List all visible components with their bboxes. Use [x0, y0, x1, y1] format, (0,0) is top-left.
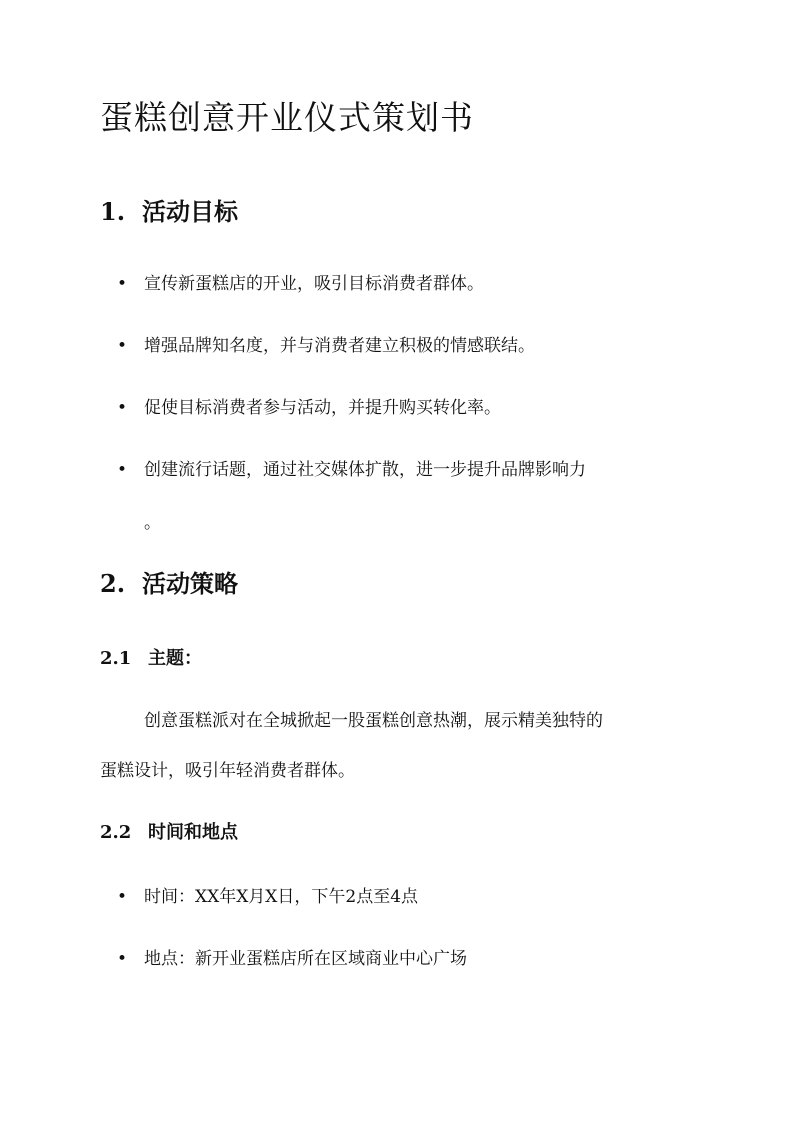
- bullet-icon: •: [116, 336, 128, 356]
- bullet-icon: •: [116, 949, 128, 969]
- list-item-text: 时间：XX年X月X日，下午2点至4点: [144, 887, 419, 907]
- bullet-icon: •: [116, 460, 128, 480]
- section-2-title: 活动策略: [142, 569, 238, 598]
- list-item-text: 促使目标消费者参与活动，并提升购买转化率。: [144, 398, 501, 418]
- subsection-2-1-title: 主题：: [148, 648, 202, 669]
- subsection-2-2-title: 时间和地点: [148, 822, 238, 843]
- bullet-icon: •: [116, 274, 128, 294]
- list-item-text: 地点：新开业蛋糕店所在区域商业中心广场: [144, 949, 467, 969]
- list-item-text: 创建流行话题，通过社交媒体扩散，进一步提升品牌影响力: [144, 460, 586, 480]
- subsection-2-1-heading: [100, 646, 202, 672]
- bullet-icon: •: [116, 398, 128, 418]
- subsection-2-1-number: 2.1: [100, 648, 132, 669]
- section-1-title: 活动目标: [142, 197, 238, 226]
- section-2-number: 2.: [100, 569, 126, 598]
- list-item-text: 宣传新蛋糕店的开业，吸引目标消费者群体。: [144, 274, 484, 294]
- subsection-2-2-heading: [100, 820, 238, 846]
- section-1-number: 1.: [100, 197, 126, 226]
- list-item-text: 增强品牌知名度，并与消费者建立积极的情感联结。: [144, 336, 535, 356]
- section-2-heading: [100, 568, 238, 600]
- list-item-continuation: 。: [144, 513, 161, 533]
- theme-paragraph-line-1: 创意蛋糕派对在全城掀起一股蛋糕创意热潮，展示精美独特的: [144, 711, 603, 731]
- theme-paragraph-line-2: 蛋糕设计，吸引年轻消费者群体。: [100, 761, 355, 781]
- document-title: 蛋糕创意开业仪式策划书: [100, 98, 474, 137]
- subsection-2-2-number: 2.2: [100, 822, 132, 843]
- section-1-heading: [100, 196, 238, 228]
- bullet-icon: •: [116, 887, 128, 907]
